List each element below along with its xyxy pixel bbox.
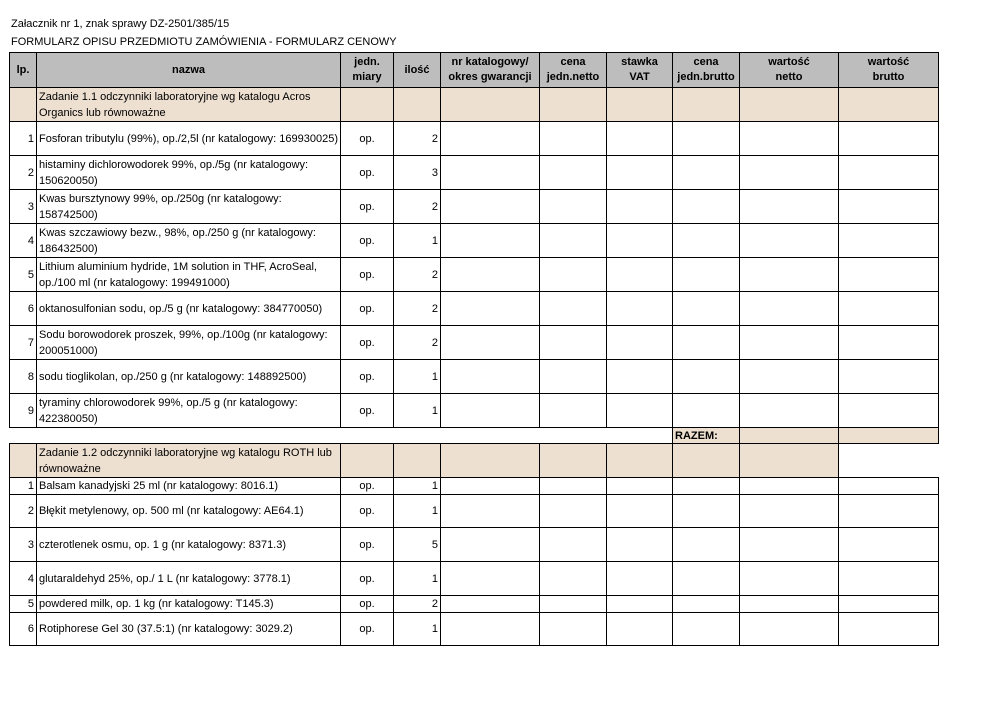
row-wartosc-brutto[interactable] (839, 596, 939, 613)
row-ilosc: 3 (394, 156, 441, 190)
row-jedn-miary: op. (341, 528, 394, 562)
row-jedn-miary: op. (341, 122, 394, 156)
row-wartosc-netto[interactable] (740, 495, 839, 528)
col-lp: lp. (10, 53, 37, 88)
row-wartosc-netto[interactable] (740, 326, 839, 360)
row-ilosc: 2 (394, 292, 441, 326)
row-wartosc-netto[interactable] (740, 360, 839, 394)
row-cena-brutto[interactable] (673, 613, 740, 646)
section-2-title: Zadanie 1.2 odczynniki laboratoryjne wg katalogu ROTH lub równoważne (37, 444, 341, 478)
row-nr-katalogowy[interactable] (441, 613, 540, 646)
row-lp: 8 (10, 360, 37, 394)
razem-label: RAZEM: (673, 428, 740, 444)
col-cena-brutto: cena jedn.brutto (673, 53, 740, 88)
row-jedn-miary: op. (341, 224, 394, 258)
row-cena-brutto[interactable] (673, 495, 740, 528)
price-form-table (9, 52, 939, 646)
row-wartosc-netto[interactable] (740, 596, 839, 613)
table-row (10, 596, 939, 613)
row-lp: 1 (10, 122, 37, 156)
col-wartosc-netto: wartość netto (740, 53, 839, 88)
row-nr-katalogowy[interactable] (441, 596, 540, 613)
table-row (10, 613, 939, 646)
row-cena-brutto[interactable] (673, 528, 740, 562)
row-cena-netto[interactable] (540, 122, 607, 156)
row-cena-netto[interactable] (540, 562, 607, 596)
row-stawka-vat[interactable] (607, 190, 673, 224)
row-wartosc-netto[interactable] (740, 292, 839, 326)
row-jedn-miary: op. (341, 360, 394, 394)
row-ilosc: 1 (394, 394, 441, 428)
row-lp: 4 (10, 562, 37, 596)
row-wartosc-brutto[interactable] (839, 258, 939, 292)
row-nazwa: tyraminy chlorowodorek 99%, op./5 g (nr katalogowy: 422380050) (37, 394, 341, 428)
row-wartosc-brutto[interactable] (839, 478, 939, 495)
table-header-row (10, 53, 939, 88)
row-cena-brutto[interactable] (673, 292, 740, 326)
row-cena-netto[interactable] (540, 326, 607, 360)
col-nr-katalogowy: nr katalogowy/ okres gwarancji (441, 53, 540, 88)
col-cena-netto: cena jedn.netto (540, 53, 607, 88)
row-nazwa: Lithium aluminium hydride, 1M solution in THF, AcroSeal, op./100 ml (nr katalogowy: 199491000) (37, 258, 341, 292)
row-ilosc: 2 (394, 122, 441, 156)
row-cena-brutto[interactable] (673, 360, 740, 394)
row-stawka-vat[interactable] (607, 495, 673, 528)
row-jedn-miary: op. (341, 562, 394, 596)
row-nr-katalogowy[interactable] (441, 394, 540, 428)
row-ilosc: 2 (394, 190, 441, 224)
row-stawka-vat[interactable] (607, 224, 673, 258)
row-wartosc-netto[interactable] (740, 258, 839, 292)
row-wartosc-netto[interactable] (740, 224, 839, 258)
document-title: FORMULARZ OPISU PRZEDMIOTU ZAMÓWIENIA - FORMULARZ CENOWY (11, 36, 397, 48)
row-stawka-vat[interactable] (607, 326, 673, 360)
row-lp: 2 (10, 156, 37, 190)
row-nr-katalogowy[interactable] (441, 122, 540, 156)
table-row (10, 478, 939, 495)
row-ilosc: 1 (394, 562, 441, 596)
table-row (10, 394, 939, 428)
table-row (10, 292, 939, 326)
row-ilosc: 1 (394, 495, 441, 528)
row-stawka-vat[interactable] (607, 596, 673, 613)
row-wartosc-netto[interactable] (740, 156, 839, 190)
row-cena-brutto[interactable] (673, 478, 740, 495)
row-nazwa: powdered milk, op. 1 kg (nr katalogowy: T145.3) (37, 596, 341, 613)
row-jedn-miary: op. (341, 394, 394, 428)
row-lp: 7 (10, 326, 37, 360)
table-row (10, 190, 939, 224)
row-wartosc-brutto[interactable] (839, 326, 939, 360)
row-stawka-vat[interactable] (607, 478, 673, 495)
row-nazwa: Sodu borowodorek proszek, 99%, op./100g (nr katalogowy: 200051000) (37, 326, 341, 360)
table-row (10, 122, 939, 156)
col-jedn-miary: jedn. miary (341, 53, 394, 88)
row-wartosc-brutto[interactable] (839, 394, 939, 428)
row-cena-brutto[interactable] (673, 190, 740, 224)
row-ilosc: 1 (394, 478, 441, 495)
row-nr-katalogowy[interactable] (441, 258, 540, 292)
row-stawka-vat[interactable] (607, 528, 673, 562)
row-jedn-miary: op. (341, 258, 394, 292)
row-wartosc-netto[interactable] (740, 562, 839, 596)
table-row (10, 528, 939, 562)
row-nazwa: Kwas szczawiowy bezw., 98%, op./250 g (nr katalogowy: 186432500) (37, 224, 341, 258)
row-nazwa: Fosforan tributylu (99%), op./2,5l (nr katalogowy: 169930025) (37, 122, 341, 156)
section-1-title: Zadanie 1.1 odczynniki laboratoryjne wg katalogu Acros Organics lub równoważne (37, 88, 341, 122)
row-cena-netto[interactable] (540, 596, 607, 613)
row-wartosc-netto[interactable] (740, 528, 839, 562)
row-nazwa: oktanosulfonian sodu, op./5 g (nr katalogowy: 384770050) (37, 292, 341, 326)
row-cena-brutto[interactable] (673, 224, 740, 258)
row-wartosc-netto[interactable] (740, 613, 839, 646)
row-cena-netto[interactable] (540, 360, 607, 394)
row-jedn-miary: op. (341, 156, 394, 190)
row-wartosc-brutto[interactable] (839, 122, 939, 156)
row-nr-katalogowy[interactable] (441, 528, 540, 562)
row-cena-brutto[interactable] (673, 394, 740, 428)
row-cena-brutto[interactable] (673, 562, 740, 596)
row-ilosc: 1 (394, 360, 441, 394)
row-cena-netto[interactable] (540, 528, 607, 562)
row-wartosc-brutto[interactable] (839, 156, 939, 190)
row-lp: 6 (10, 292, 37, 326)
row-cena-brutto[interactable] (673, 326, 740, 360)
row-lp: 9 (10, 394, 37, 428)
table-row (10, 326, 939, 360)
row-cena-brutto[interactable] (673, 258, 740, 292)
row-nazwa: Kwas bursztynowy 99%, op./250g (nr katalogowy: 158742500) (37, 190, 341, 224)
row-nr-katalogowy[interactable] (441, 326, 540, 360)
row-jedn-miary: op. (341, 190, 394, 224)
row-cena-netto[interactable] (540, 394, 607, 428)
table-row (10, 258, 939, 292)
row-nazwa: czterotlenek osmu, op. 1 g (nr katalogowy: 8371.3) (37, 528, 341, 562)
row-ilosc: 1 (394, 224, 441, 258)
row-wartosc-brutto[interactable] (839, 224, 939, 258)
row-wartosc-brutto[interactable] (839, 528, 939, 562)
row-wartosc-netto[interactable] (740, 190, 839, 224)
row-ilosc: 2 (394, 326, 441, 360)
table-row (10, 224, 939, 258)
row-nazwa: Rotiphorese Gel 30 (37.5:1) (nr katalogowy: 3029.2) (37, 613, 341, 646)
row-lp: 3 (10, 190, 37, 224)
row-wartosc-netto[interactable] (740, 394, 839, 428)
table-row (10, 360, 939, 394)
row-nazwa: histaminy dichlorowodorek 99%, op./5g (nr katalogowy: 150620050) (37, 156, 341, 190)
row-lp: 1 (10, 478, 37, 495)
row-wartosc-brutto[interactable] (839, 562, 939, 596)
row-lp: 5 (10, 596, 37, 613)
row-cena-netto[interactable] (540, 478, 607, 495)
table-row (10, 495, 939, 528)
row-stawka-vat[interactable] (607, 122, 673, 156)
row-jedn-miary: op. (341, 292, 394, 326)
document-reference: Załacznik nr 1, znak sprawy DZ-2501/385/15 (11, 18, 230, 30)
row-cena-brutto[interactable] (673, 596, 740, 613)
row-cena-netto[interactable] (540, 613, 607, 646)
row-nazwa: glutaraldehyd 25%, op./ 1 L (nr katalogowy: 3778.1) (37, 562, 341, 596)
row-nr-katalogowy[interactable] (441, 224, 540, 258)
row-cena-brutto[interactable] (673, 122, 740, 156)
row-ilosc: 2 (394, 258, 441, 292)
row-lp: 2 (10, 495, 37, 528)
row-lp: 4 (10, 224, 37, 258)
row-cena-brutto[interactable] (673, 156, 740, 190)
row-wartosc-brutto[interactable] (839, 360, 939, 394)
row-nr-katalogowy[interactable] (441, 495, 540, 528)
row-stawka-vat[interactable] (607, 394, 673, 428)
row-jedn-miary: op. (341, 478, 394, 495)
row-cena-netto[interactable] (540, 495, 607, 528)
row-cena-netto[interactable] (540, 190, 607, 224)
row-stawka-vat[interactable] (607, 562, 673, 596)
row-jedn-miary: op. (341, 613, 394, 646)
row-ilosc: 5 (394, 528, 441, 562)
razem-netto[interactable] (740, 428, 839, 444)
row-nr-katalogowy[interactable] (441, 156, 540, 190)
row-wartosc-netto[interactable] (740, 122, 839, 156)
razem-row (10, 428, 939, 444)
razem-brutto[interactable] (839, 428, 939, 444)
row-cena-netto[interactable] (540, 156, 607, 190)
row-stawka-vat[interactable] (607, 156, 673, 190)
row-lp: 6 (10, 613, 37, 646)
row-jedn-miary: op. (341, 596, 394, 613)
col-stawka-vat: stawka VAT (607, 53, 673, 88)
row-wartosc-brutto[interactable] (839, 190, 939, 224)
row-nr-katalogowy[interactable] (441, 360, 540, 394)
row-nazwa: Balsam kanadyjski 25 ml (nr katalogowy: 8016.1) (37, 478, 341, 495)
row-nazwa: Błękit metylenowy, op. 500 ml (nr katalogowy: AE64.1) (37, 495, 341, 528)
row-wartosc-brutto[interactable] (839, 495, 939, 528)
row-jedn-miary: op. (341, 326, 394, 360)
section-1-header (10, 88, 939, 122)
row-jedn-miary: op. (341, 495, 394, 528)
row-cena-netto[interactable] (540, 224, 607, 258)
row-lp: 3 (10, 528, 37, 562)
row-ilosc: 2 (394, 596, 441, 613)
col-ilosc: ilość (394, 53, 441, 88)
row-stawka-vat[interactable] (607, 360, 673, 394)
row-wartosc-netto[interactable] (740, 478, 839, 495)
row-nr-katalogowy[interactable] (441, 562, 540, 596)
row-nazwa: sodu tioglikolan, op./250 g (nr katalogowy: 148892500) (37, 360, 341, 394)
row-stawka-vat[interactable] (607, 292, 673, 326)
row-cena-netto[interactable] (540, 292, 607, 326)
col-wartosc-brutto: wartość brutto (839, 53, 939, 88)
row-nr-katalogowy[interactable] (441, 292, 540, 326)
row-lp: 5 (10, 258, 37, 292)
col-nazwa: nazwa (37, 53, 341, 88)
row-wartosc-brutto[interactable] (839, 292, 939, 326)
row-cena-netto[interactable] (540, 258, 607, 292)
row-wartosc-brutto[interactable] (839, 613, 939, 646)
row-nr-katalogowy[interactable] (441, 478, 540, 495)
row-ilosc: 1 (394, 613, 441, 646)
table-row (10, 562, 939, 596)
section-2-header (10, 444, 939, 478)
row-stawka-vat[interactable] (607, 613, 673, 646)
row-stawka-vat[interactable] (607, 258, 673, 292)
table-row (10, 156, 939, 190)
row-nr-katalogowy[interactable] (441, 190, 540, 224)
